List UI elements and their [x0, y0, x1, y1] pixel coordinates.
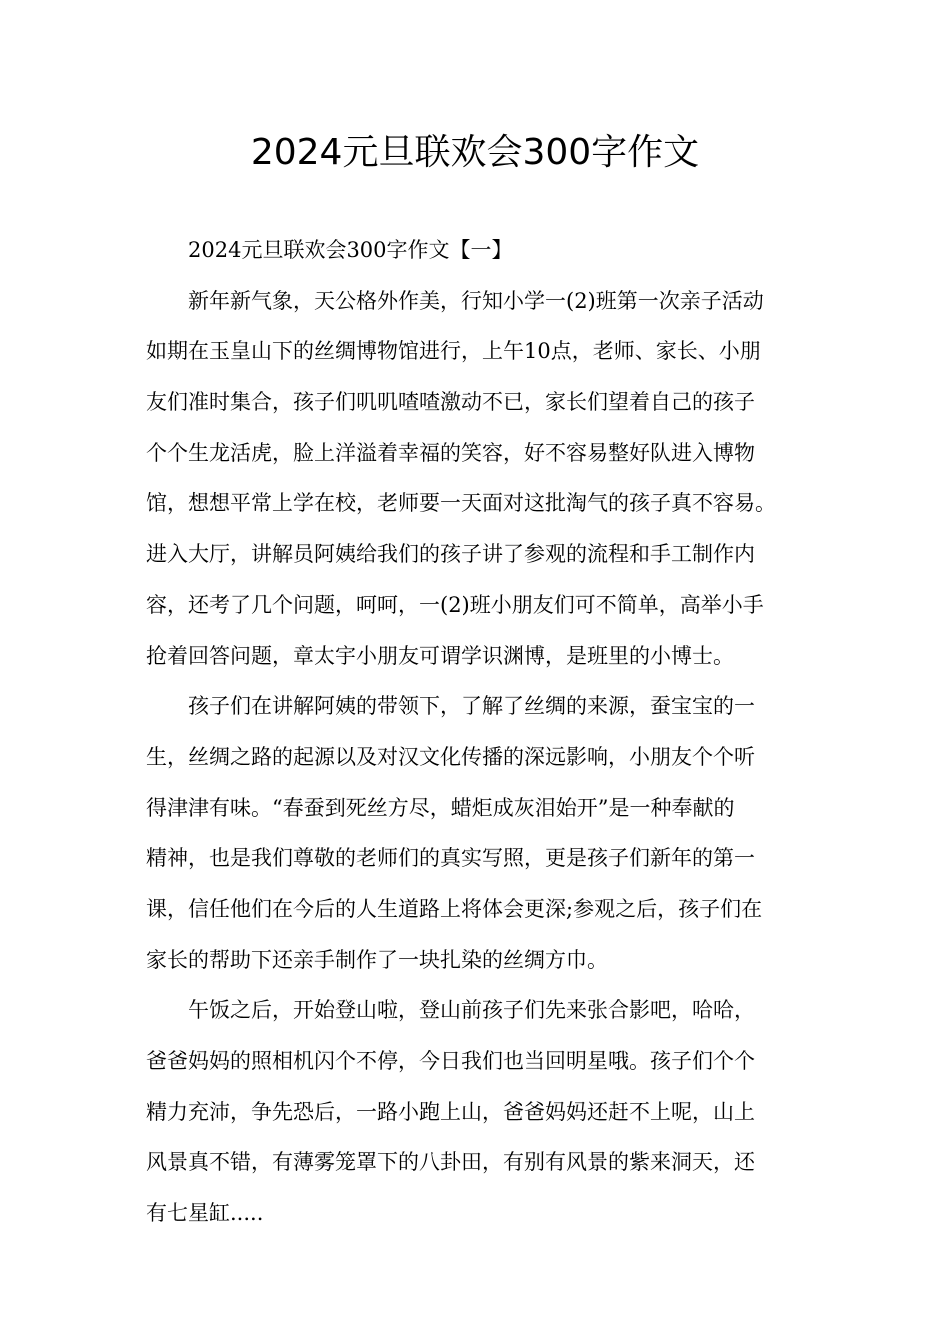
paragraph-3-line: 精力充沛，争先恐后，一路小跑上山，爸爸妈妈还赶不上呢，山上	[146, 1099, 755, 1124]
paragraph-1-line: 进入大厅，讲解员阿姨给我们的孩子讲了参观的流程和手工制作内	[146, 542, 755, 567]
document-title: 2024元旦联欢会300字作文	[250, 132, 700, 173]
paragraph-2-line: 得津津有味。“春蚕到死丝方尽，蜡炬成灰泪始开”是一种奉献的	[146, 795, 735, 820]
paragraph-1-line: 新年新气象，天公格外作美，行知小学一(2)班第一次亲子活动	[188, 288, 764, 313]
paragraph-2-line: 家长的帮助下还亲手制作了一块扎染的丝绸方巾。	[146, 947, 608, 972]
paragraph-1-line: 友们准时集合，孩子们叽叽喳喳激动不已，家长们望着自己的孩子	[146, 390, 755, 415]
section-heading: 2024元旦联欢会300字作文【一】	[188, 238, 513, 262]
paragraph-1-line: 如期在玉皇山下的丝绸博物馆进行，上午10点，老师、家长、小朋	[146, 339, 761, 364]
paragraph-3-line: 爸爸妈妈的照相机闪个不停，今日我们也当回明星哦。孩子们个个	[146, 1049, 755, 1073]
paragraph-2-line: 孩子们在讲解阿姨的带领下，了解了丝绸的来源，蚕宝宝的一	[188, 694, 755, 719]
paragraph-1-line: 容，还考了几个问题，呵呵，一(2)班小朋友们可不简单，高举小手	[146, 592, 764, 617]
paragraph-3-line: 午饭之后，开始登山啦，登山前孩子们先来张合影吧，哈哈，	[188, 998, 755, 1023]
paragraph-1-line: 馆，想想平常上学在校，老师要一天面对这批淘气的孩子真不容易。	[146, 491, 776, 516]
paragraph-2-line: 课，信任他们在今后的人生道路上将体会更深;参观之后，孩子们在	[146, 896, 763, 921]
paragraph-2-line: 生，丝绸之路的起源以及对汉文化传播的深远影响，小朋友个个听	[146, 744, 755, 769]
paragraph-3-line: 有七星缸.....	[146, 1201, 264, 1226]
paragraph-1-line: 抢着回答问题，章太宇小朋友可谓学识渊博，是班里的小博士。	[146, 643, 734, 668]
paragraph-1-line: 个个生龙活虎，脸上洋溢着幸福的笑容，好不容易整好队进入博物	[146, 440, 755, 465]
paragraph-3-line: 风景真不错，有薄雾笼罩下的八卦田，有别有风景的紫来洞天，还	[146, 1150, 755, 1175]
document-body	[146, 232, 816, 1246]
paragraph-2-line: 精神，也是我们尊敬的老师们的真实写照，更是孩子们新年的第一	[146, 846, 755, 871]
